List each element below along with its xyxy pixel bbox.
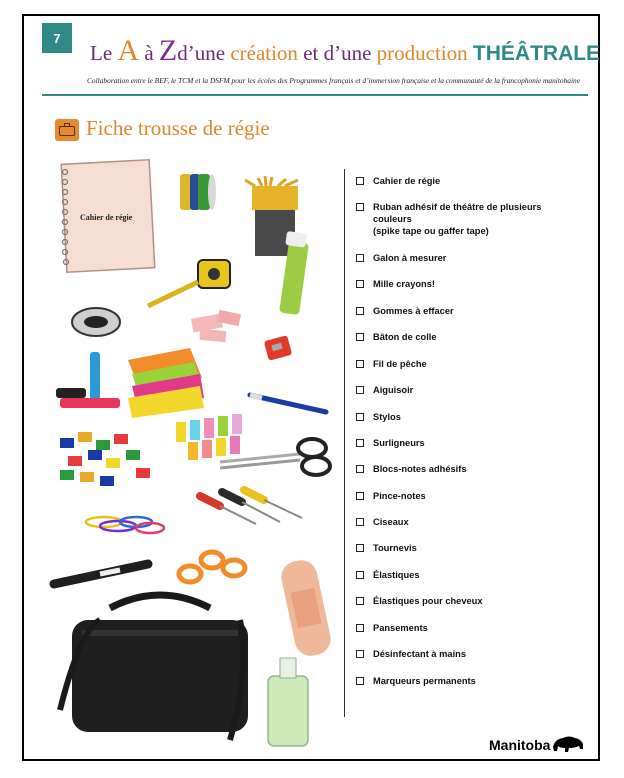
header-rule xyxy=(42,94,588,96)
checklist-item[interactable] xyxy=(356,595,571,607)
column-divider xyxy=(344,169,345,717)
pen-illustration xyxy=(250,395,326,412)
toolbox-icon xyxy=(55,119,79,141)
checklist-label: Élastiques pour cheveux xyxy=(373,596,483,606)
highlighters-illustration xyxy=(56,352,120,408)
title-a-grave: à xyxy=(144,41,154,65)
checkbox[interactable] xyxy=(356,177,364,185)
checklist-item[interactable] xyxy=(356,622,571,634)
checkbox[interactable] xyxy=(356,465,364,473)
sharpener-illustration xyxy=(264,335,292,361)
bag-illustration xyxy=(60,595,248,740)
checklist-item[interactable] xyxy=(356,490,571,502)
checklist-item[interactable] xyxy=(356,278,571,290)
checklist-label: Stylos xyxy=(373,412,401,422)
checklist-label: Gommes à effacer xyxy=(373,306,454,316)
bandage-illustration xyxy=(278,557,333,658)
checkbox[interactable] xyxy=(356,203,364,211)
checklist-item[interactable] xyxy=(356,437,571,449)
notebook-illustration xyxy=(61,160,155,272)
checkbox[interactable] xyxy=(356,492,364,500)
checklist-item[interactable] xyxy=(356,252,571,264)
title-le: Le xyxy=(90,41,113,65)
checklist-label: Aiguisoir xyxy=(373,385,414,395)
checkbox[interactable] xyxy=(356,333,364,341)
checklist-label: Fil de pêche xyxy=(373,359,427,369)
checklist-label: Ruban adhésif de théâtre de plusieurs couleurs xyxy=(373,202,542,224)
checklist-item[interactable] xyxy=(356,358,571,370)
checklist-item[interactable] xyxy=(356,331,571,343)
checklist-label: Ciseaux xyxy=(373,517,409,527)
page-number: 7 xyxy=(42,23,72,53)
notebook-label: Cahier de régie xyxy=(80,213,133,222)
checkbox[interactable] xyxy=(356,439,364,447)
title-z: Z xyxy=(158,34,178,67)
checklist-item[interactable] xyxy=(356,542,571,554)
checkbox[interactable] xyxy=(356,386,364,394)
checklist-item[interactable] xyxy=(356,675,571,687)
checklist-label: Désinfectant à mains xyxy=(373,649,467,659)
checklist-item[interactable] xyxy=(356,516,571,528)
checklist-item[interactable] xyxy=(356,175,571,187)
sticky-flags-illustration xyxy=(176,414,242,460)
checkbox[interactable] xyxy=(356,544,364,552)
permanent-marker-illustration xyxy=(54,564,148,584)
checklist-item[interactable] xyxy=(356,201,571,237)
checklist-label: Pince-notes xyxy=(373,491,426,501)
tape-measure-illustration xyxy=(148,260,230,306)
checkbox[interactable] xyxy=(356,624,364,632)
checklist-label: Bâton de colle xyxy=(373,332,437,342)
erasers-illustration xyxy=(191,310,241,342)
page-title xyxy=(90,34,601,67)
checklist-label: Tournevis xyxy=(373,543,417,553)
checklist-label: Pansements xyxy=(373,623,428,633)
tape-rolls-illustration xyxy=(180,174,216,210)
bison-icon xyxy=(551,733,585,755)
checkbox[interactable] xyxy=(356,518,364,526)
checkbox[interactable] xyxy=(356,650,364,658)
checkbox[interactable] xyxy=(356,597,364,605)
title-theatrale: THÉÂTRALE xyxy=(472,42,601,65)
screwdrivers-illustration xyxy=(200,490,302,524)
checklist-label: Mille crayons! xyxy=(373,279,436,289)
binder-clips-illustration xyxy=(60,432,150,486)
checkbox[interactable] xyxy=(356,413,364,421)
page-subtitle: Collaboration entre le BEF, le TCM et la DSFM pour les écoles des Programmes français et d’immersion française et la communauté de la francophonie manitobaine xyxy=(87,76,580,85)
checklist-item[interactable] xyxy=(356,384,571,396)
section-title: Fiche trousse de régie xyxy=(86,116,270,140)
checkbox[interactable] xyxy=(356,677,364,685)
fishing-line-illustration xyxy=(72,308,120,336)
title-a: A xyxy=(117,34,140,67)
rubber-bands-illustration xyxy=(86,517,164,533)
checklist-label: Cahier de régie xyxy=(373,176,441,186)
checkbox[interactable] xyxy=(356,360,364,368)
checklist-item[interactable] xyxy=(356,569,571,581)
checklist-label: Blocs-notes adhésifs xyxy=(373,464,467,474)
checklist-label: Marqueurs permanents xyxy=(373,676,476,686)
checkbox[interactable] xyxy=(356,307,364,315)
checklist-label: Élastiques xyxy=(373,570,420,580)
sticky-notes-illustration xyxy=(128,348,204,418)
checkbox[interactable] xyxy=(356,280,364,288)
checklist-item[interactable] xyxy=(356,305,571,317)
checkbox[interactable] xyxy=(356,571,364,579)
title-creation: création xyxy=(230,41,298,65)
manitoba-logo-text: Manitoba xyxy=(489,737,551,753)
checklist-sublabel: (spike tape ou gaffer tape) xyxy=(373,226,489,236)
title-dune2: d’une xyxy=(323,41,372,65)
hand-sanitizer-illustration xyxy=(268,658,308,746)
checklist-item[interactable] xyxy=(356,463,571,475)
checkbox[interactable] xyxy=(356,254,364,262)
checklist-label: Surligneurs xyxy=(373,438,425,448)
title-production: production xyxy=(376,41,468,65)
checklist-item[interactable] xyxy=(356,648,571,660)
checklist-label: Galon à mesurer xyxy=(373,253,447,263)
illustrations-panel xyxy=(40,150,340,750)
checklist-item[interactable] xyxy=(356,411,571,423)
title-et: et xyxy=(303,41,319,65)
title-dune: d’une xyxy=(177,41,226,65)
hair-elastics-illustration xyxy=(179,552,245,582)
